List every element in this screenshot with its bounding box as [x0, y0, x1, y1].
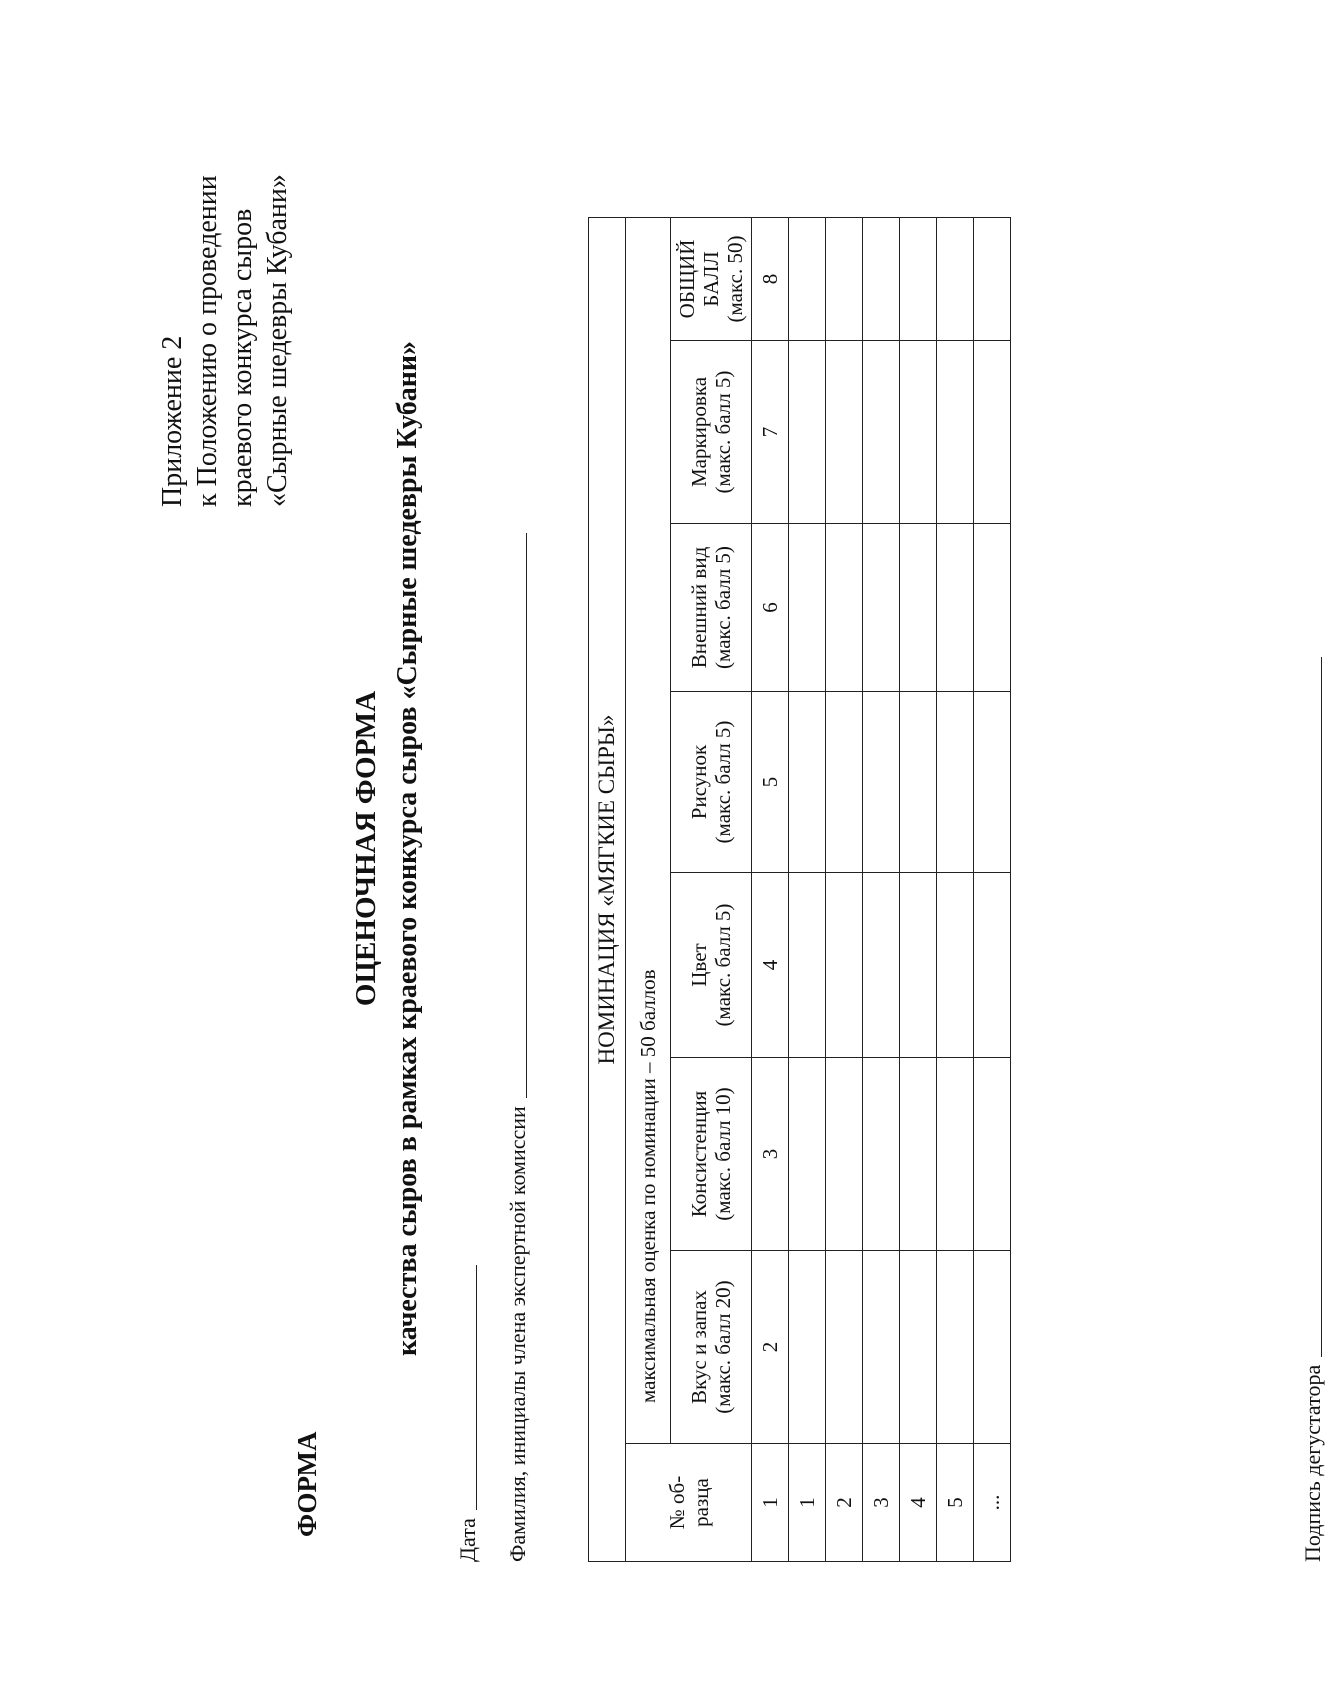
column-number: 3: [752, 1058, 789, 1251]
criterion-name: Цвет: [687, 943, 711, 987]
score-cell[interactable]: [974, 341, 1011, 524]
table-row: [900, 218, 937, 1562]
column-number: 5: [752, 692, 789, 873]
criterion-header-color: [671, 873, 752, 1058]
score-cell[interactable]: [863, 1251, 900, 1444]
score-cell[interactable]: [789, 1058, 826, 1251]
column-number: 1: [752, 1444, 789, 1562]
score-cell[interactable]: [937, 1251, 974, 1444]
score-cell[interactable]: [937, 873, 974, 1058]
signature-blank-line[interactable]: [1321, 657, 1322, 1357]
column-number: 8: [752, 218, 789, 341]
criterion-max: (макс. балл 5): [711, 546, 735, 669]
table-row: [789, 218, 826, 1562]
score-cell[interactable]: [900, 692, 937, 873]
page-title: ОЦЕНОЧНАЯ ФОРМА: [350, 690, 382, 1007]
max-score-cell: максимальная оценка по номинации – 50 баллов: [626, 218, 671, 1444]
table-row: [826, 218, 863, 1562]
score-cell[interactable]: [937, 341, 974, 524]
sample-number-header: [626, 1444, 752, 1562]
score-cell[interactable]: [900, 873, 937, 1058]
expert-name-blank-line[interactable]: [526, 533, 527, 1098]
column-number: 6: [752, 524, 789, 692]
criterion-max: (макс. балл 5): [711, 370, 735, 494]
total-cell[interactable]: [974, 218, 1011, 341]
score-cell[interactable]: [789, 1251, 826, 1444]
criterion-max: (макс. балл 20): [711, 1280, 735, 1414]
table-row: [974, 218, 1011, 1562]
criterion-name: Вкус и запах: [687, 1290, 711, 1404]
score-cell[interactable]: [789, 341, 826, 524]
date-blank-line[interactable]: [476, 1265, 477, 1510]
total-cell[interactable]: [863, 218, 900, 341]
column-number: 7: [752, 341, 789, 524]
appendix-line: к Положению о проведении: [192, 175, 223, 507]
score-cell[interactable]: [974, 524, 1011, 692]
score-cell[interactable]: [900, 524, 937, 692]
sample-number: 3: [863, 1444, 900, 1562]
total-cell[interactable]: [789, 218, 826, 341]
score-cell[interactable]: [863, 873, 900, 1058]
score-cell[interactable]: [900, 341, 937, 524]
score-cell[interactable]: [789, 524, 826, 692]
criterion-name: Консистенция: [687, 1090, 711, 1218]
date-field[interactable]: [455, 1265, 481, 1562]
form-label: ФОРМА: [292, 1431, 322, 1537]
criterion-header-appearance: [671, 524, 752, 692]
date-label: Дата: [455, 1518, 480, 1562]
criterion-name: Внешний вид: [687, 546, 711, 669]
table-row: [937, 218, 974, 1562]
criterion-max: (макс. балл 10): [711, 1087, 735, 1221]
evaluation-table: [588, 217, 1011, 1562]
sample-header-line: № об-: [664, 1475, 689, 1530]
expert-name-field[interactable]: [505, 533, 531, 1562]
score-cell[interactable]: [974, 692, 1011, 873]
score-cell[interactable]: [937, 524, 974, 692]
max-score-header-row: [626, 218, 671, 1562]
criterion-header-labeling: [671, 341, 752, 524]
score-cell[interactable]: [863, 524, 900, 692]
sample-number: ...: [974, 1444, 1011, 1562]
sample-header-line: разца: [688, 1478, 713, 1527]
score-cell[interactable]: [863, 341, 900, 524]
total-score-header: [671, 218, 752, 341]
score-cell[interactable]: [974, 1251, 1011, 1444]
appendix-note: [155, 77, 295, 507]
total-header-line: (макс. 50): [723, 235, 747, 323]
criterion-header-taste: [671, 1251, 752, 1444]
score-cell[interactable]: [826, 1058, 863, 1251]
criteria-header-row: [671, 218, 752, 1562]
sample-number: 1: [789, 1444, 826, 1562]
nomination-cell: НОМИНАЦИЯ «МЯГКИЕ СЫРЫ»: [589, 218, 626, 1562]
score-cell[interactable]: [826, 524, 863, 692]
criterion-max: (макс. балл 5): [711, 720, 735, 844]
score-cell[interactable]: [937, 692, 974, 873]
column-number-row: [752, 218, 789, 1562]
total-cell[interactable]: [826, 218, 863, 341]
total-header-line: ОБЩИЙ: [675, 239, 699, 319]
total-cell[interactable]: [900, 218, 937, 341]
signature-field[interactable]: [1300, 657, 1326, 1562]
page-subtitle: качества сыров в рамках краевого конкурса сыров «Сырные шедевры Кубани»: [392, 341, 423, 1356]
score-cell[interactable]: [826, 692, 863, 873]
score-cell[interactable]: [974, 1058, 1011, 1251]
criterion-header-consistency: [671, 1058, 752, 1251]
sample-number: 4: [900, 1444, 937, 1562]
score-cell[interactable]: [974, 873, 1011, 1058]
score-cell[interactable]: [826, 1251, 863, 1444]
column-number: 2: [752, 1251, 789, 1444]
expert-name-label: Фамилия, инициалы члена экспертной комиссии: [505, 1106, 530, 1562]
total-cell[interactable]: [937, 218, 974, 341]
nomination-header-row: [589, 218, 626, 1562]
score-cell[interactable]: [863, 692, 900, 873]
score-cell[interactable]: [789, 692, 826, 873]
column-number: 4: [752, 873, 789, 1058]
sample-number: 5: [937, 1444, 974, 1562]
table-row: [863, 218, 900, 1562]
score-cell[interactable]: [789, 873, 826, 1058]
score-cell[interactable]: [900, 1058, 937, 1251]
sample-number: 2: [826, 1444, 863, 1562]
score-cell[interactable]: [826, 873, 863, 1058]
signature-label: Подпись дегустатора: [1300, 1364, 1325, 1562]
score-cell[interactable]: [900, 1251, 937, 1444]
score-cell[interactable]: [826, 341, 863, 524]
criterion-name: Маркировка: [687, 376, 711, 488]
criterion-header-pattern: [671, 692, 752, 873]
appendix-line: Приложение 2: [157, 335, 188, 507]
criterion-name: Рисунок: [687, 744, 711, 820]
appendix-line: «Сырные шедевры Кубани»: [262, 174, 293, 507]
total-header-line: БАЛЛ: [699, 251, 723, 307]
appendix-line: краевого конкурса сыров: [227, 208, 258, 507]
score-cell[interactable]: [863, 1058, 900, 1251]
score-cell[interactable]: [937, 1058, 974, 1251]
criterion-max: (макс. балл 5): [711, 903, 735, 1027]
